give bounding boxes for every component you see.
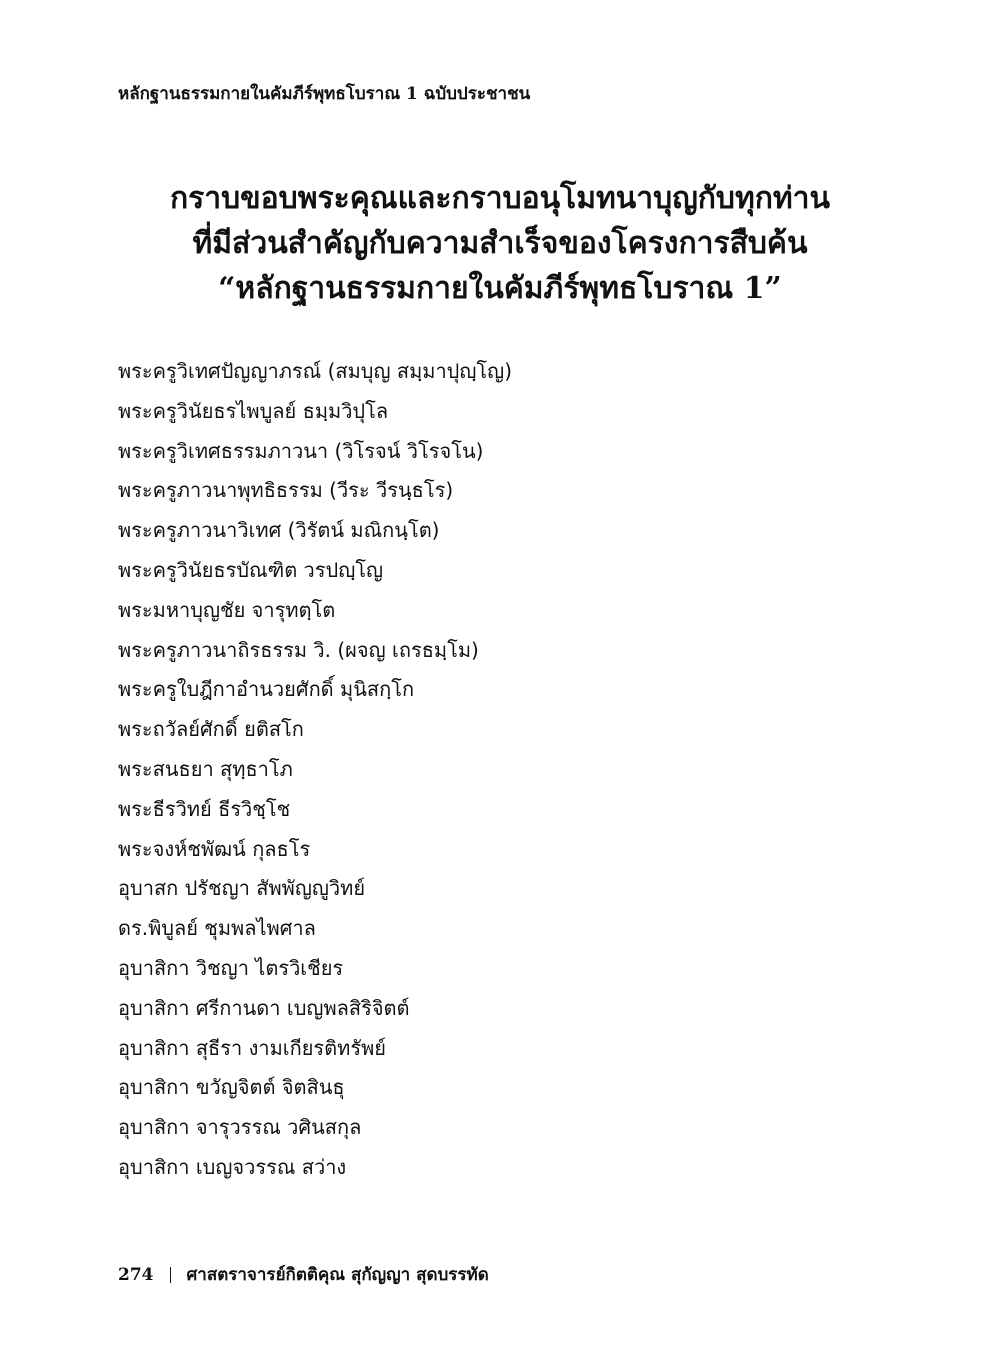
- list-item: พระครูใบฎีกาอำนวยศักดิ์ มุนิสกฺโก: [118, 677, 415, 702]
- list-item: อุบาสิกา ศรีกานดา เบญพลสิริจิตต์: [118, 995, 410, 1020]
- title-line-1: กราบขอบพระคุณและกราบอนุโมทนาบุญกับทุกท่าน: [169, 181, 831, 216]
- list-item: พระครูวินัยธรบัณฑิต วรปญฺโญ: [118, 557, 384, 582]
- list-item: พระถวัลย์ศักดิ์ ยติสโก: [118, 717, 304, 742]
- list-item: พระมหาบุญชัย จารุทตฺโต: [118, 597, 336, 622]
- list-item: พระครูภาวนาถิรธรรม วิ. (ผจญ เถรธมฺโม): [118, 637, 479, 662]
- page-number: 274: [118, 1264, 154, 1285]
- list-item: พระจงห์ชพัฒน์ กุลธโร: [118, 836, 311, 861]
- list-item: อุบาสิกา วิชญา ไตรวิเชียร: [118, 955, 344, 980]
- list-item: พระสนธยา สุทฺธาโภ: [118, 756, 293, 781]
- list-item: พระธีรวิทย์ ธีรวิชฺโช: [118, 796, 291, 821]
- acknowledgement-name-list: [118, 352, 512, 1188]
- running-header: หลักฐานธรรมกายในคัมภีร์พุทธโบราณ 1 ฉบับประชาชน: [118, 84, 531, 104]
- list-item: ดร.พิบูลย์ ชุมพลไพศาล: [118, 916, 316, 941]
- list-item: พระครูวินัยธรไพบูลย์ ธมฺมวิปุโล: [118, 398, 389, 423]
- page-title: [100, 176, 900, 311]
- title-line-2: ที่มีส่วนสำคัญกับความสำเร็จของโครงการสืบค้น: [192, 226, 808, 261]
- list-item: พระครูวิเทศปัญญาภรณ์ (สมบุญ สมฺมาปุญฺโญ): [118, 359, 512, 383]
- footer-divider: [170, 1267, 171, 1283]
- footer-author: ศาสตราจารย์กิตติคุณ สุกัญญา สุดบรรทัด: [186, 1265, 489, 1285]
- list-item: อุบาสิกา จารุวรรณ วศินสกุล: [118, 1115, 362, 1140]
- list-item: อุบาสก ปรัชญา สัพพัญญูวิทย์: [118, 876, 366, 901]
- list-item: อุบาสิกา ขวัญจิตต์ จิตสินธุ: [118, 1075, 345, 1100]
- list-item: พระครูภาวนาวิเทศ (วิรัตน์ มณิกนฺโต): [118, 518, 440, 543]
- list-item: พระครูวิเทศธรรมภาวนา (วิโรจน์ วิโรจโน): [118, 438, 484, 463]
- page-footer: [118, 1261, 489, 1288]
- title-line-3: “หลักฐานธรรมกายในคัมภีร์พุทธโบราณ 1”: [218, 271, 782, 306]
- list-item: พระครูภาวนาพุทธิธรรม (วีระ วีรนฺธโร): [118, 478, 454, 503]
- list-item: อุบาสิกา สุธีรา งามเกียรติทรัพย์: [118, 1035, 386, 1060]
- list-item: อุบาสิกา เบญจวรรณ สว่าง: [118, 1154, 347, 1179]
